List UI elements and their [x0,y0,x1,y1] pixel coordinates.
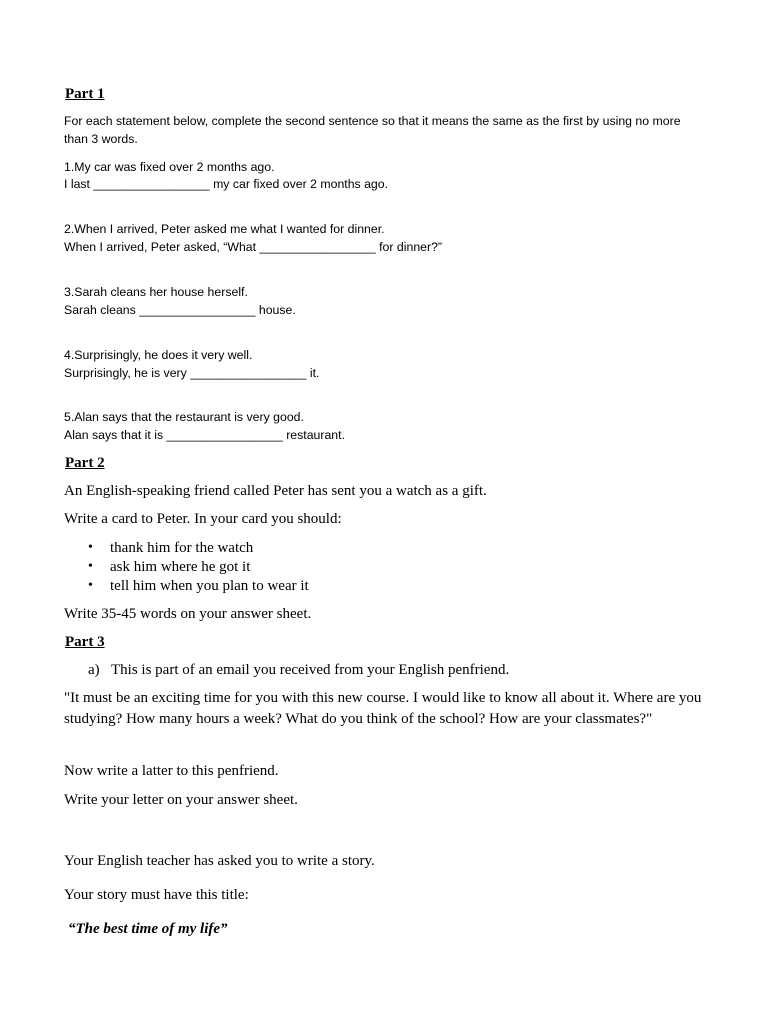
bullet-icon: • [88,559,93,574]
bullet-icon: • [88,578,93,593]
item4-first-sentence: 4.Surprisingly, he does it very well. [64,348,253,362]
item2-first-sentence: 2.When I arrived, Peter asked me what I wanted for dinner. [64,222,385,236]
part3-heading: Part 3 [65,634,105,650]
bullet-item: ask him where he got it [110,559,251,575]
item2-second-sentence: When I arrived, Peter asked, “What _________________ for dinner?” [64,240,443,254]
item5-second-sentence: Alan says that it is _________________ restaurant. [64,428,345,442]
part3-item-a-text: This is part of an email you received from your English penfriend. [111,662,510,678]
bullet-icon: • [88,540,93,555]
part1-instruction-line1: For each statement below, complete the second sentence so that it means the same as the first by using no more [64,114,681,128]
story-intro: Your English teacher has asked you to write a story. [64,853,375,869]
part2-prompt: Write a card to Peter. In your card you should: [64,511,342,527]
item3-second-sentence: Sarah cleans _________________ house. [64,303,296,317]
part1-instruction-line2: than 3 words. [64,132,138,146]
part3-item-a-label: a) [88,662,100,678]
bullet-item: tell him when you plan to wear it [110,578,309,594]
item3-first-sentence: 3.Sarah cleans her house herself. [64,285,248,299]
answer-sheet-instruction: Write your letter on your answer sheet. [64,792,298,808]
email-quote-line2: studying? How many hours a week? What do you think of the school? How are your classmates?" [64,711,653,727]
story-title-prompt: Your story must have this title: [64,887,249,903]
item5-first-sentence: 5.Alan says that the restaurant is very good. [64,410,304,424]
email-quote-line1: "It must be an exciting time for you with this new course. I would like to know all about it. Where are you [64,690,702,706]
write-letter-instruction: Now write a latter to this penfriend. [64,763,279,779]
part2-word-count: Write 35-45 words on your answer sheet. [64,606,312,622]
part2-heading: Part 2 [65,455,105,471]
story-title: “The best time of my life” [68,921,228,937]
item1-first-sentence: 1.My car was fixed over 2 months ago. [64,160,275,174]
item4-second-sentence: Surprisingly, he is very _________________ it. [64,366,320,380]
part1-heading: Part 1 [65,86,105,102]
part2-intro: An English-speaking friend called Peter has sent you a watch as a gift. [64,483,487,499]
bullet-item: thank him for the watch [110,540,254,556]
item1-second-sentence: I last _________________ my car fixed over 2 months ago. [64,177,389,191]
